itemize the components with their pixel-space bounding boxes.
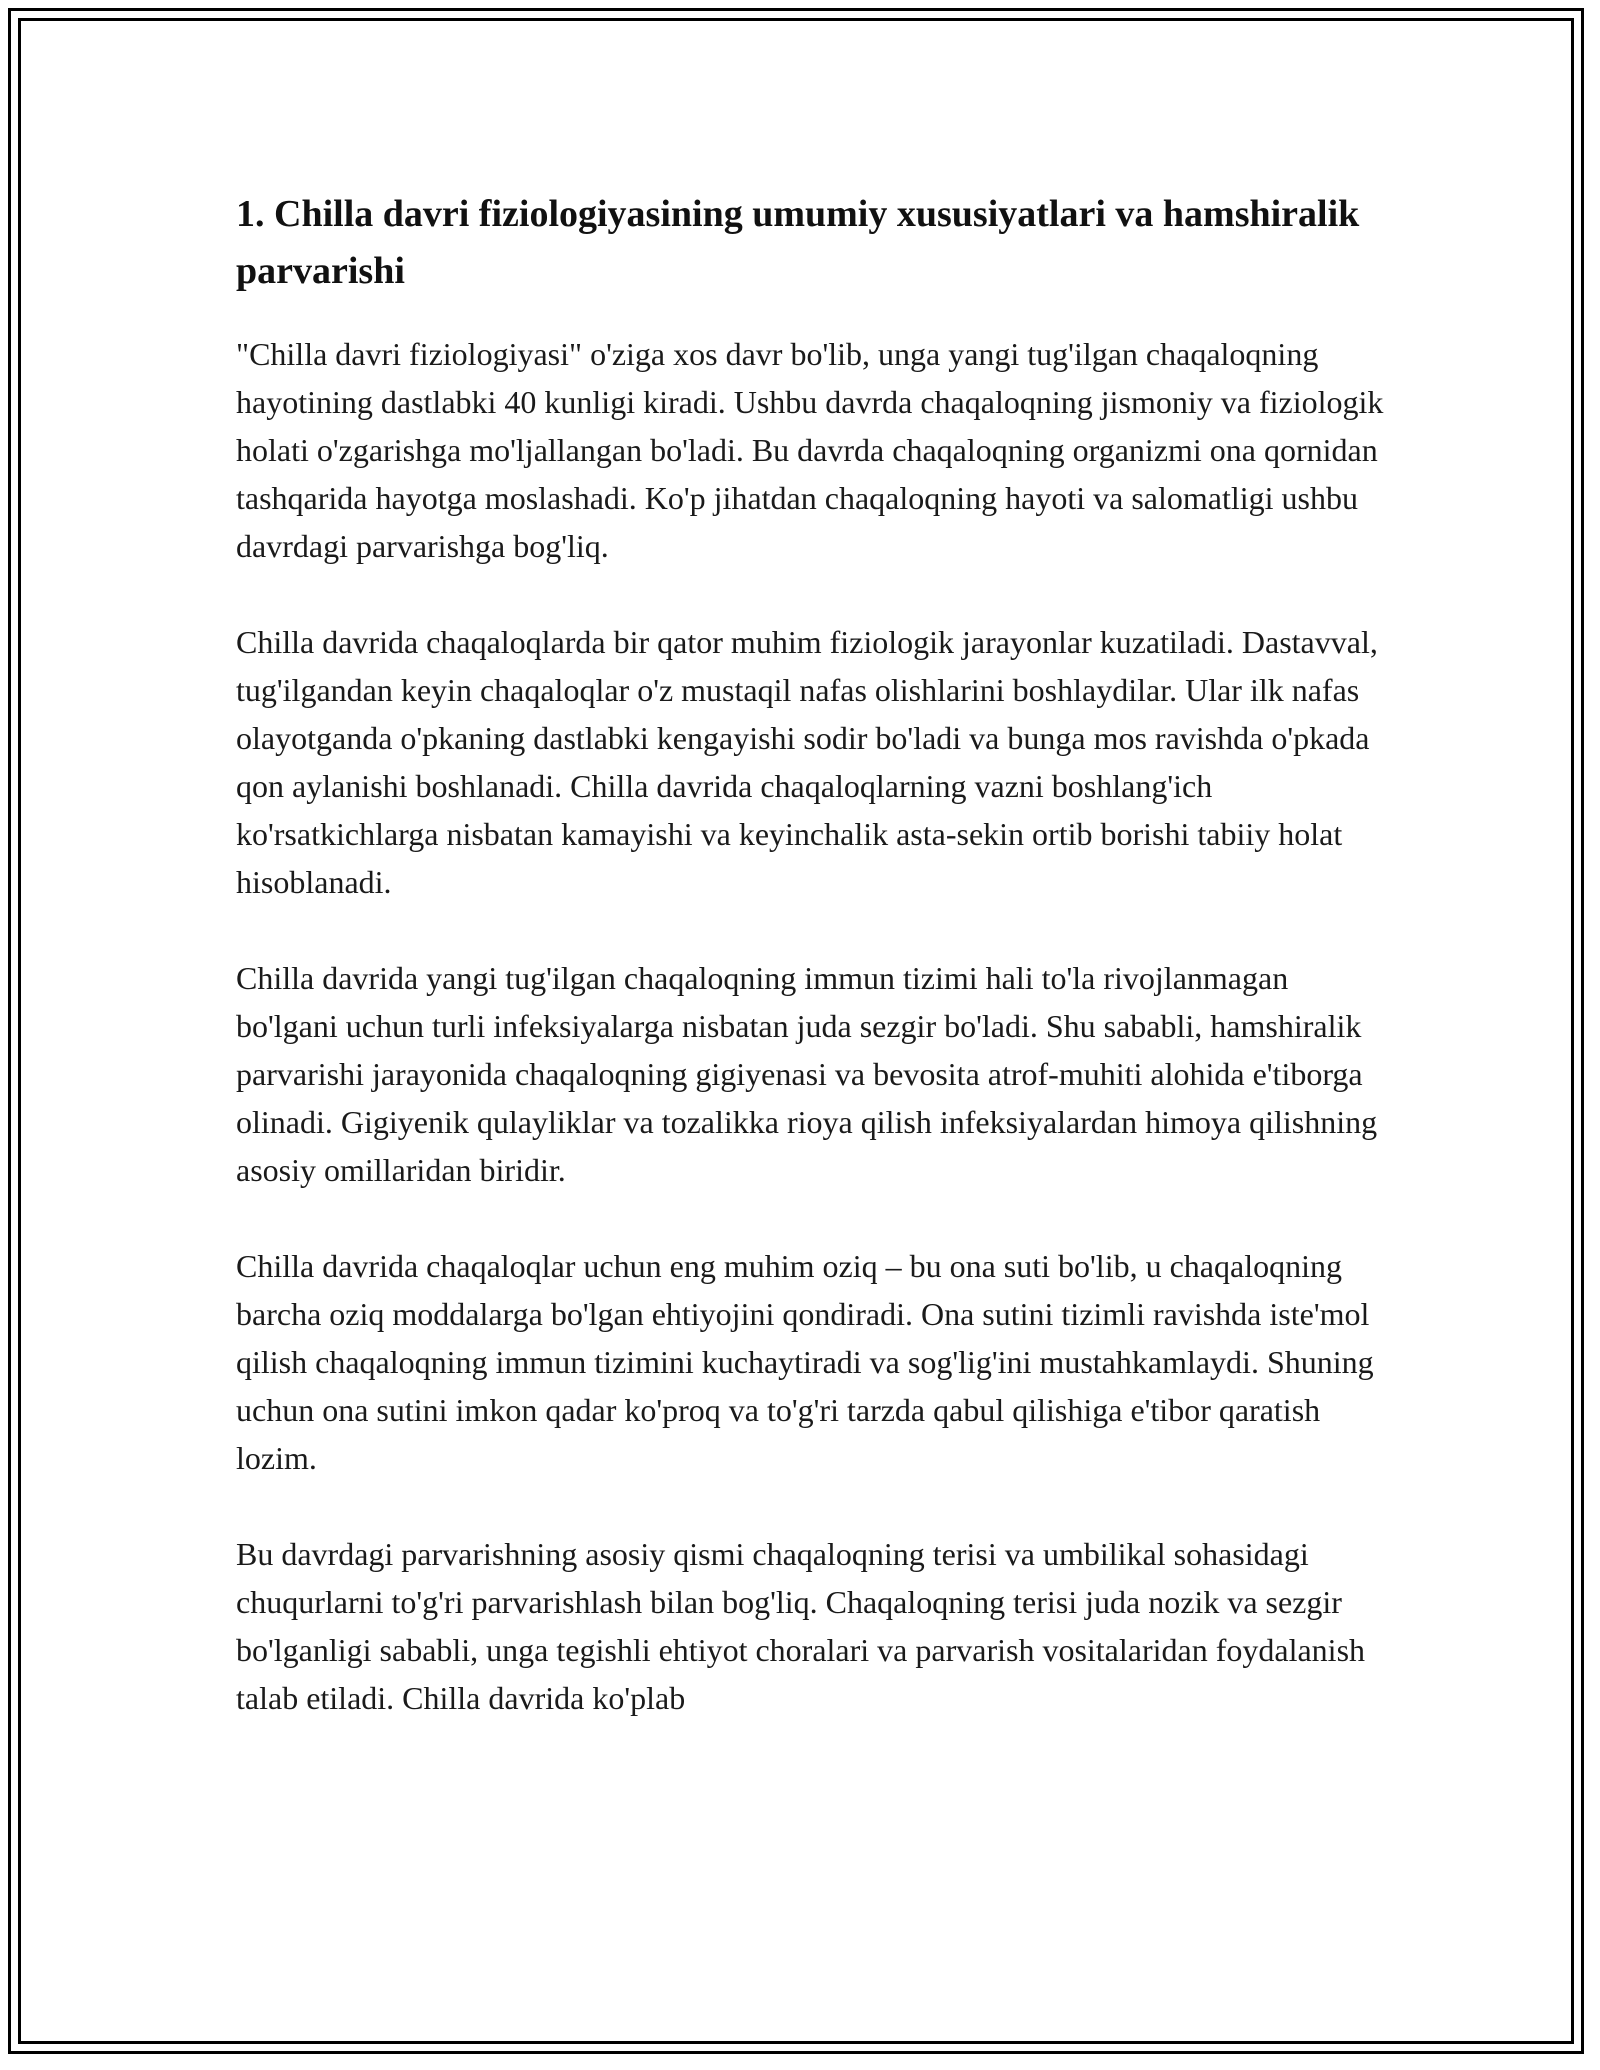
paragraph-1: "Chilla davri fiziologiyasi" o'ziga xos davr bo'lib, unga yangi tug'ilgan chaqaloqning hayotining dastlabki 40 kunligi kiradi. Ushbu davrda chaqaloqning jismoniy va fiziologik holati o'zgarishga mo'ljallangan bo'ladi. Bu davrda chaqaloqning organizmi ona qornidan tashqarida hayotga moslashadi. Ko'p jihatdan chaqaloqning hayoti va salomatligi ushbu davrdagi parvarishga bog'liq. xyxy=(236,336,1384,564)
paragraph-4: Chilla davrida chaqaloqlar uchun eng muhim oziq – bu ona suti bo'lib, u chaqaloqning barcha oziq moddalarga bo'lgan ehtiyojini qondiradi. Ona sutini tizimli ravishda iste'mol qilish chaqaloqning immun tizimini kuchaytiradi va sog'lig'ini mustahkamlaydi. Shuning uchun ona sutini imkon qadar ko'proq va to'g'ri tarzda qabul qilishiga e'tibor qaratish lozim. xyxy=(236,1248,1374,1476)
document-body xyxy=(236,186,1386,1770)
section-heading: 1. Chilla davri fiziologiyasining umumiy xususiyatlari va hamshiralik parvarishi xyxy=(236,193,1360,292)
paragraph-2: Chilla davrida chaqaloqlarda bir qator muhim fiziologik jarayonlar kuzatiladi. Dastavval, tug'ilgandan keyin chaqaloqlar o'z mustaqil nafas olishlarini boshlaydilar. Ular ilk nafas olayotganda o'pkaning dastlabki kengayishi sodir bo'ladi va bunga mos ravishda o'pkada qon aylanishi boshlanadi. Chilla davrida chaqaloqlarning vazni boshlang'ich ko'rsatkichlarga nisbatan kamayishi va keyinchalik asta-sekin ortib borishi tabiiy holat hisoblanadi. xyxy=(236,624,1378,900)
paragraph-5: Bu davrdagi parvarishning asosiy qismi chaqaloqning terisi va umbilikal sohasidagi chuqurlarni to'g'ri parvarishlash bilan bog'liq. Chaqaloqning terisi juda nozik va sezgir bo'lganligi sababli, unga tegishli ehtiyot choralari va parvarish vositalaridan foydalanish talab etiladi. Chilla davrida ko'plab xyxy=(236,1536,1366,1716)
paragraph-3: Chilla davrida yangi tug'ilgan chaqaloqning immun tizimi hali to'la rivojlanmagan bo'lgani uchun turli infeksiyalarga nisbatan juda sezgir bo'ladi. Shu sababli, hamshiralik parvarishi jarayonida chaqaloqning gigiyenasi va bevosita atrof-muhiti alohida e'tiborga olinadi. Gigiyenik qulayliklar va tozalikka rioya qilish infeksiyalardan himoya qilishning asosiy omillaridan biridir. xyxy=(236,960,1378,1188)
